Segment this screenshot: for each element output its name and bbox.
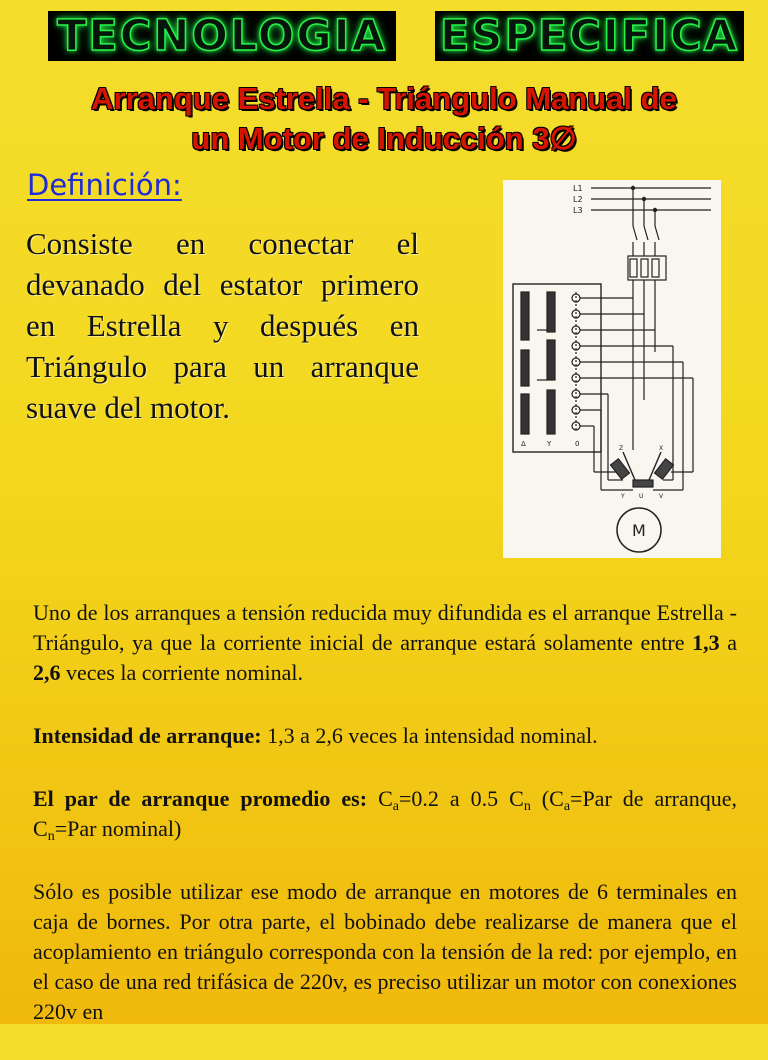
body-text xyxy=(33,598,737,1060)
definition-heading: Definición: xyxy=(27,168,182,202)
terminal-label-z: Z xyxy=(619,445,624,452)
paragraph-starting-torque: El par de arranque promedio es: $C_a=0.2$ a 0.5 $C_n$ ($C_a=Par$ de arranque, $C_n=Par$ nominal) xyxy=(33,786,737,844)
banner-right-text: ESPECIFICA xyxy=(440,11,739,61)
line-label-l3: L3 xyxy=(573,206,583,215)
fuse-block xyxy=(628,256,666,450)
motor-windings xyxy=(611,445,674,500)
terminal-label-v: V xyxy=(659,493,664,500)
line-label-l1: L1 xyxy=(573,184,583,193)
banner-tecnologia xyxy=(48,11,396,61)
paragraph-starting-current: Uno de los arranques a tensión reducida muy difundida es el arranque Estrella -Triángulo, ya que la corriente inicial de arranque estará solamente entre 1,3 a 2,6 veces la corriente nominal. xyxy=(33,600,738,685)
banner-left-text: TECNOLOGIA xyxy=(57,11,387,61)
terminal-label-y: Y xyxy=(621,493,625,500)
motor-symbol xyxy=(617,508,661,552)
main-switch xyxy=(631,186,659,256)
motor-label: M xyxy=(632,521,646,540)
banner-especifica xyxy=(435,11,744,61)
terminal-label-x: X xyxy=(659,445,664,452)
star-delta-switch xyxy=(513,284,601,452)
page-title-line-1: Arranque Estrella - Triángulo Manual de xyxy=(91,81,677,116)
star-delta-wiring-diagram xyxy=(503,180,721,558)
line-label-l2: L2 xyxy=(573,195,583,204)
switch-label-delta: Δ xyxy=(521,440,526,448)
terminal-label-u: U xyxy=(639,493,644,500)
paragraph-starting-intensity: Intensidad de arranque: 1,3 a 2,6 veces la intensidad nominal. xyxy=(33,723,598,748)
page-title-line-2: un Motor de Inducción 3∅ xyxy=(191,121,577,156)
switch-label-star: Y xyxy=(547,440,552,448)
definition-text: Consiste en conectar el devanado del estator primero en Estrella y después en Triángulo para un arranque suave del motor. xyxy=(26,226,419,425)
paragraph-six-terminals: Sólo es posible utilizar ese modo de arranque en motores de 6 terminales en caja de bornes. Por otra parte, el bobinado debe realizarse de manera que el acoplamiento en triángulo corresponda con la tensión de la red: por ejemplo, en el caso de una red trifásica de 220v, es preciso utilizar un motor con conexiones 220v en xyxy=(33,879,737,1024)
switch-label-off: 0 xyxy=(575,440,580,448)
